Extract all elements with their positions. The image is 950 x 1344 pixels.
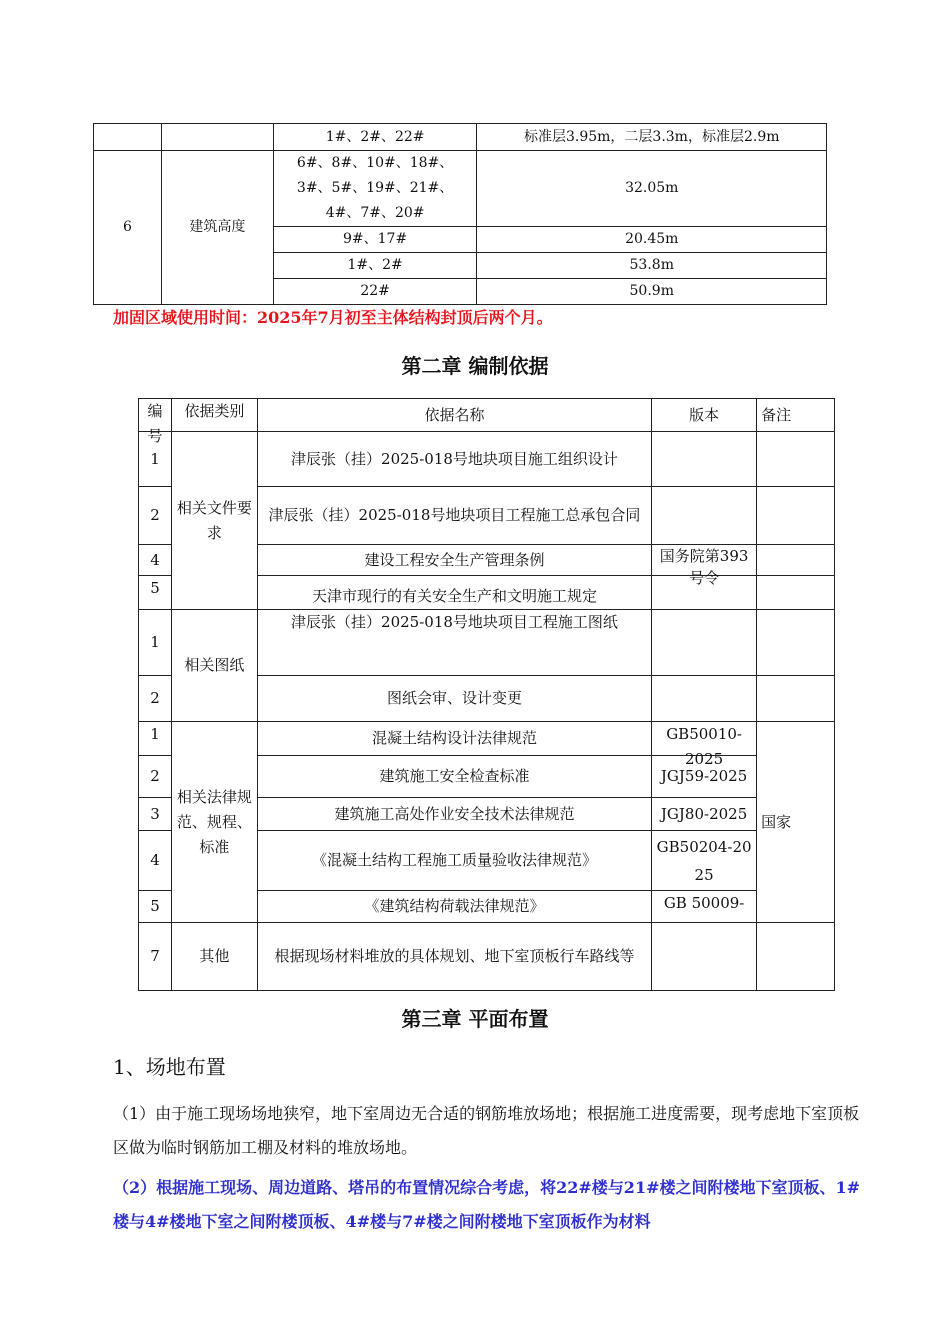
basis-version [652, 487, 757, 545]
basis-name: 建筑施工安全检查标准 [257, 756, 651, 798]
basis-name: 天津市现行的有关安全生产和文明施工规定 [257, 576, 651, 610]
basis-version: JGJ80-2025 [652, 798, 757, 831]
category-cell: 相关文件要求 [171, 432, 257, 610]
table-header-row [139, 399, 835, 432]
row-no: 5 [139, 891, 172, 923]
row-item: 建筑高度 [161, 151, 273, 305]
basis-version: JGJ59-2025 [652, 756, 757, 798]
usage-period-note: 加固区域使用时间：2025年7月初至主体结构封顶后两个月。 [113, 308, 553, 327]
table-cell: 6#、8#、10#、18#、3#、5#、19#、21#、4#、7#、20# [273, 151, 477, 227]
basis-name: 津辰张（挂）2025-018号地块项目施工组织设计 [257, 432, 651, 487]
chapter-3-title: 第三章 平面布置 [401, 1007, 549, 1031]
basis-name: 根据现场材料堆放的具体规划、地下室顶板行车路线等 [257, 923, 651, 991]
basis-name: 混凝土结构设计法律规范 [257, 722, 651, 756]
table-row [139, 432, 835, 487]
chapter-2-title: 第二章 编制依据 [401, 354, 549, 378]
basis-version [652, 676, 757, 722]
table-cell: 53.8m [477, 253, 827, 279]
header-category: 依据类别 [184, 402, 245, 420]
section-1-title: 1、场地布置 [113, 1055, 226, 1079]
row-no: 1 [139, 722, 172, 756]
table-row [94, 151, 827, 227]
basis-version: 国务院第393号令 [659, 547, 749, 587]
table-cell: 9#、17# [273, 227, 477, 253]
table-row [139, 923, 835, 991]
table-cell: 标准层3.95m，二层3.3m，标准层2.9m [477, 124, 827, 151]
basis-version [652, 432, 757, 487]
table-row [139, 722, 835, 756]
basis-version [652, 610, 757, 676]
row-no: 7 [139, 923, 172, 991]
row-no: 2 [139, 487, 172, 545]
basis-version [652, 923, 757, 991]
row-no: 1 [139, 610, 172, 676]
table-cell: 22# [273, 279, 477, 305]
row-no: 4 [139, 831, 172, 891]
category-cell: 其他 [171, 923, 257, 991]
basis-version: GB 50009- [652, 891, 757, 923]
row-no: 4 [139, 545, 172, 576]
table-cell: 1#、2# [273, 253, 477, 279]
row-no: 2 [139, 676, 172, 722]
row-no: 1 [139, 432, 172, 487]
basis-version: GB50010-2025 [666, 725, 742, 768]
row-no: 5 [139, 576, 172, 610]
basis-name: 津辰张（挂）2025-018号地块项目工程施工图纸 [257, 610, 651, 676]
table-cell: 32.05m [477, 151, 827, 227]
table-cell: 1#、2#、22# [273, 124, 477, 151]
paragraph-1: （1）由于施工现场场地狭窄，地下室周边无合适的钢筋堆放场地；根据施工进度需要，现考虑地下室顶板区做为临时钢筋加工棚及材料的堆放场地。 [113, 1104, 860, 1157]
header-no: 编号 [147, 402, 163, 445]
category-cell: 相关图纸 [171, 610, 257, 722]
table-cell: 20.45m [477, 227, 827, 253]
basis-version: GB50204-2025 [652, 831, 757, 891]
basis-name: 建筑施工高处作业安全技术法律规范 [257, 798, 651, 831]
row-no: 2 [139, 756, 172, 798]
row-no: 3 [139, 798, 172, 831]
table-cell: 50.9m [477, 279, 827, 305]
basis-name: 《混凝土结构工程施工质量验收法律规范》 [257, 831, 651, 891]
table-row [94, 124, 827, 151]
basis-name: 建设工程安全生产管理条例 [257, 545, 651, 576]
table-row [139, 610, 835, 676]
category-cell: 相关法律规范、规程、标准 [171, 722, 257, 923]
basis-name: 津辰张（挂）2025-018号地块项目工程施工总承包合同 [257, 487, 651, 545]
header-remark: 备注 [757, 399, 835, 432]
header-name: 依据名称 [257, 399, 651, 432]
paragraph-2: （2）根据施工现场、周边道路、塔吊的布置情况综合考虑，将22#楼与21#楼之间附楼地下室顶板、1#楼与4#楼地下室之间附楼顶板、4#楼与7#楼之间附楼地下室顶板作为材料 [113, 1178, 861, 1231]
basis-name: 图纸会审、设计变更 [257, 676, 651, 722]
row-number: 6 [94, 151, 162, 305]
building-info-table [93, 123, 827, 305]
remark-cell: 国家 [757, 722, 835, 923]
header-version: 版本 [652, 399, 757, 432]
basis-name: 《建筑结构荷载法律规范》 [257, 891, 651, 923]
basis-table [138, 398, 835, 991]
